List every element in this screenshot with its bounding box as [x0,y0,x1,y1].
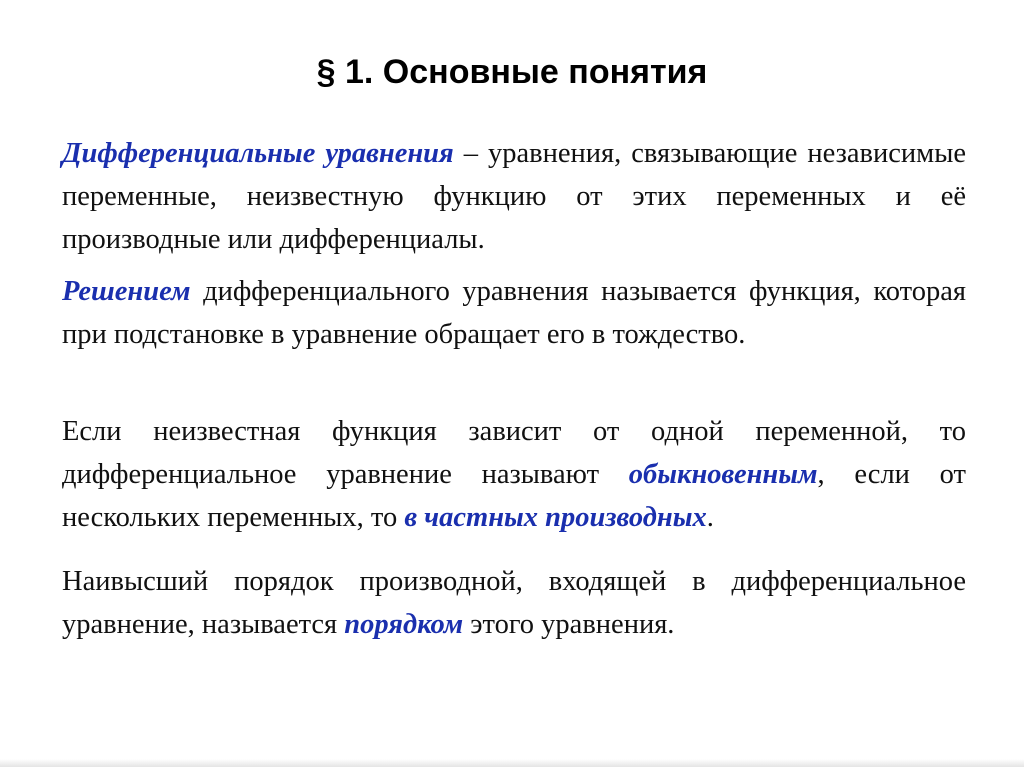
term-differential-equations: Дифференциальные уравнения [62,138,454,169]
term-order: порядком [344,609,464,640]
term-ordinary: обыкновенным [628,459,818,490]
definition-text: Наивысший порядок производной, входящей в дифференциальное уравнение, называется [62,566,966,640]
definition-solution [62,270,966,356]
definition-text: . [706,502,714,533]
definition-text: , если от нескольких переменных, то [62,459,967,533]
definition-ordinary-partial [62,410,966,539]
definition-differential-equations [62,132,966,261]
term-partial-derivatives: в частных производных [404,502,707,533]
definition-text: Если неизвестная функция зависит от одной переменной, то дифференциальное уравнение называют [62,416,966,490]
definition-order [62,560,966,646]
definition-text: дифференциального уравнения называется функция, которая при подстановке в уравнение обращает его в тождество. [62,276,966,350]
definition-text: этого уравнения. [463,609,675,640]
term-solution: Решением [62,276,191,307]
slide-title: § 1. Основные понятия [316,53,708,91]
definition-text: – уравнения, связывающие независимые переменные, неизвестную функцию от этих переменных и её производные или дифференциалы. [62,138,966,255]
